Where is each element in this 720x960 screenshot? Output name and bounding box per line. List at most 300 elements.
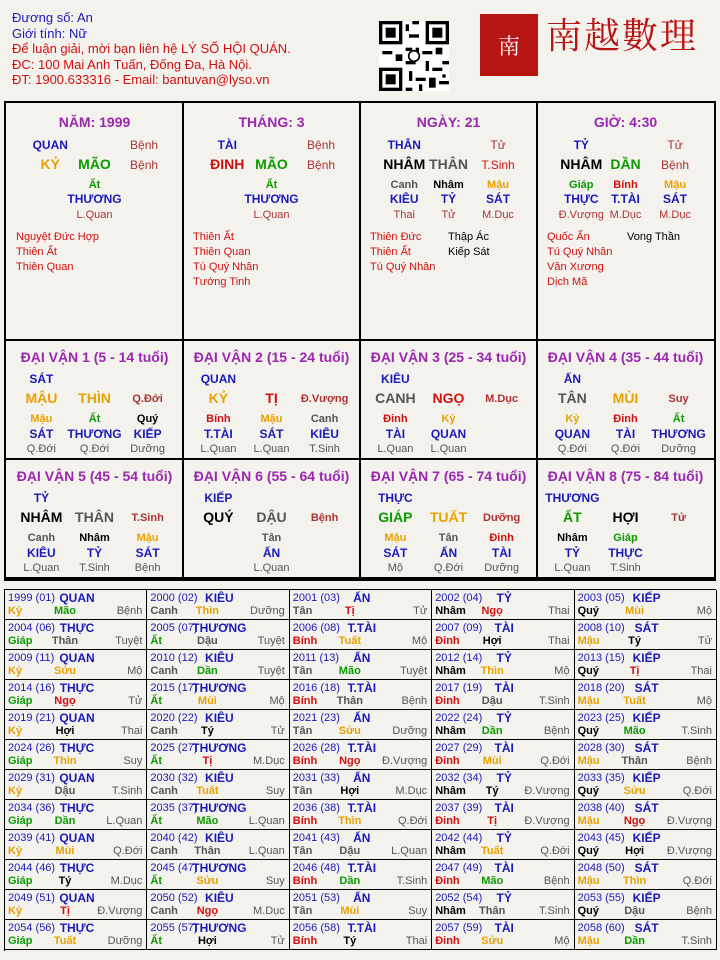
year-god: QUAN	[59, 831, 95, 845]
pillar-stem: NHÂM	[383, 156, 426, 172]
year-god: TỶ	[496, 711, 512, 725]
year-branch: Tuất	[53, 935, 77, 947]
seal-logo: 南	[480, 14, 538, 76]
year-stage: Thai	[120, 725, 143, 737]
year-stage: Tuyệt	[257, 665, 285, 677]
year-stem: Ất	[150, 755, 162, 767]
dai-van-stem: GIÁP	[378, 509, 413, 525]
year-stem: Canh	[150, 905, 178, 917]
year-god: KIÊU	[205, 711, 234, 725]
year-cell	[432, 860, 574, 890]
year-cell	[575, 770, 717, 800]
pillar-god-right: Bệnh	[130, 138, 159, 152]
year-cell	[147, 590, 289, 620]
dai-van-cell	[183, 460, 361, 579]
year-god: THỰC	[59, 861, 95, 875]
hidden-stem: Đinh	[383, 413, 408, 425]
year-branch: Mão	[338, 665, 361, 677]
hidden-stem: Quý	[136, 413, 159, 425]
year-stage: Bệnh	[686, 755, 712, 767]
hidden-stem: Bính	[613, 179, 638, 191]
year-cell	[5, 740, 147, 770]
year-cell	[147, 740, 289, 770]
star-item: Tú Quý Nhân	[547, 246, 613, 258]
year-cell	[575, 620, 717, 650]
year-label: 2053 (55)	[577, 892, 625, 904]
hidden-stem: Nhâm	[433, 179, 464, 191]
year-stage: Q.Đới	[540, 755, 570, 767]
pillar-god-left: THÂN	[387, 138, 421, 152]
hidden-stem: Canh	[390, 179, 418, 191]
year-god: QUAN	[59, 711, 95, 725]
year-branch: Tuất	[338, 635, 361, 647]
year-branch: Tuất	[623, 695, 646, 707]
year-cell	[147, 860, 289, 890]
pillar-title: NĂM: 1999	[58, 114, 131, 130]
pillar-branch: DẦN	[610, 156, 641, 172]
hidden-stage: Dưỡng	[661, 443, 696, 455]
dai-van-stage: Dưỡng	[483, 512, 521, 524]
year-label: 2026 (28)	[292, 742, 340, 754]
hidden-stem: Mậu	[487, 179, 510, 191]
year-branch: Hợi	[482, 635, 502, 647]
hidden-god: KIẾP	[133, 427, 162, 441]
year-stage: Bệnh	[401, 695, 428, 707]
year-label: 2011 (13)	[292, 652, 340, 664]
pillar-stage: Bệnh	[130, 158, 159, 172]
year-label: 2010 (12)	[150, 652, 198, 664]
year-branch: Mùi	[55, 845, 75, 857]
hidden-stem: Tân	[438, 532, 459, 544]
year-cell	[147, 710, 289, 740]
year-branch: Tuất	[480, 845, 504, 857]
year-stage: L.Quan	[248, 815, 285, 827]
year-branch: Tý	[200, 725, 214, 737]
year-god: TỶ	[496, 651, 512, 665]
header-info	[12, 10, 291, 88]
year-stem: Mậu	[577, 695, 600, 707]
year-branch: Thìn	[622, 875, 647, 887]
year-label: 2016 (18)	[292, 682, 340, 694]
year-cell	[5, 830, 147, 860]
dai-van-god: TỶ	[33, 491, 50, 505]
hidden-stem: Mậu	[664, 179, 687, 191]
hidden-stem: Giáp	[569, 179, 594, 191]
hidden-stem: Nhâm	[557, 532, 588, 544]
star-item: Thiên Quan	[193, 246, 251, 258]
year-branch: Hợi	[340, 785, 360, 797]
year-label: 2032 (34)	[435, 772, 483, 784]
year-god: SÁT	[634, 801, 659, 815]
year-branch: Tý	[343, 935, 357, 947]
year-god: QUAN	[59, 651, 95, 665]
hidden-stage: Thai	[393, 209, 415, 221]
hidden-stage: T.Sinh	[79, 562, 110, 574]
dai-van-stage: Suy	[668, 393, 689, 405]
dai-van-god: ẤN	[563, 372, 582, 386]
hidden-stem: Canh	[27, 532, 56, 544]
year-cell	[147, 680, 289, 710]
pillar-god-right: Bệnh	[307, 138, 336, 152]
pillar-cell	[6, 103, 184, 341]
dai-van-stem: MẬU	[25, 390, 58, 406]
year-label: 2033 (35)	[577, 772, 625, 784]
year-stage: Đ.Vượng	[382, 755, 428, 767]
dai-van-branch: HỢI	[612, 509, 639, 525]
year-cell	[147, 800, 289, 830]
year-label: 2037 (39)	[435, 802, 483, 814]
gender-value: Nữ	[68, 25, 88, 41]
year-label: 2038 (40)	[577, 802, 625, 814]
hidden-god: SÁT	[383, 546, 408, 560]
hidden-stem: Giáp	[613, 532, 638, 544]
year-stage: Thai	[405, 935, 428, 947]
year-god: SÁT	[634, 861, 659, 875]
year-label: 2015 (17)	[150, 682, 198, 694]
hidden-stage: L.Quan	[23, 562, 60, 574]
hidden-god: TÀI	[385, 427, 406, 441]
year-god: KIÊU	[205, 771, 234, 785]
year-stem: Canh	[150, 725, 178, 737]
year-cell	[432, 590, 574, 620]
year-cell	[147, 890, 289, 920]
hidden-god: THƯƠNG	[67, 192, 122, 206]
hidden-stage: Tử	[441, 209, 456, 221]
year-stage: Tử	[413, 605, 428, 617]
year-branch: Thân	[479, 905, 506, 917]
year-god: SÁT	[634, 681, 659, 695]
year-god: TỶ	[496, 591, 512, 605]
year-cell	[290, 740, 432, 770]
year-stage: Tuyệt	[257, 635, 285, 647]
year-branch: Dậu	[481, 695, 503, 707]
year-stage: Tử	[128, 695, 143, 707]
dai-van-branch: MÙI	[612, 390, 639, 406]
year-god: THƯƠNG	[192, 741, 247, 755]
year-stage: T.Sinh	[681, 935, 712, 947]
year-stem: Giáp	[8, 755, 33, 767]
year-stem: Ất	[150, 635, 162, 647]
year-cell	[432, 830, 574, 860]
hidden-stem: Ất	[88, 179, 101, 191]
year-cell	[147, 830, 289, 860]
year-label: 2052 (54)	[435, 892, 483, 904]
year-stem: Ất	[150, 875, 162, 887]
year-cell	[575, 650, 717, 680]
pillar-branch: MÃO	[255, 156, 288, 172]
dai-van-god: THỰC	[378, 491, 413, 505]
year-cell	[290, 890, 432, 920]
year-stage: L.Quan	[248, 845, 285, 857]
year-branch: Hợi	[55, 725, 75, 737]
year-cell	[432, 740, 574, 770]
dai-van-stage: Bệnh	[310, 512, 339, 524]
year-god: T.TÀI	[347, 681, 377, 695]
dai-van-god: KIẾP	[204, 491, 233, 505]
year-stem: Bính	[292, 935, 318, 947]
year-stage: Q.Đới	[682, 785, 712, 797]
hidden-stage: L.Quan	[253, 209, 290, 221]
year-stage: Dưỡng	[107, 935, 143, 947]
year-stem: Canh	[150, 665, 178, 677]
year-stage: Đ.Vượng	[97, 905, 143, 917]
dai-van-cell	[360, 341, 538, 460]
year-label: 2025 (27)	[150, 742, 198, 754]
year-god: KIẾP	[632, 891, 661, 905]
hidden-god: SÁT	[29, 427, 54, 441]
hidden-stage: L.Quan	[253, 443, 290, 455]
year-stem: Canh	[150, 845, 178, 857]
year-branch: Ngọ	[623, 815, 646, 827]
year-stem: Nhâm	[435, 845, 466, 857]
year-stage: T.Sinh	[111, 785, 143, 797]
year-stem: Quý	[577, 605, 599, 617]
year-god: ẤN	[353, 711, 371, 725]
hidden-stage: L.Quan	[430, 443, 467, 455]
dai-van-god: SÁT	[29, 372, 54, 386]
year-branch: Thìn	[480, 665, 504, 677]
hidden-stem: Ất	[265, 179, 278, 191]
year-label: 2004 (06)	[8, 622, 56, 634]
year-label: 2045 (47)	[150, 862, 198, 874]
year-branch: Dần	[624, 935, 645, 947]
year-label: 2006 (08)	[292, 622, 340, 634]
year-cell	[432, 890, 574, 920]
year-stem: Giáp	[8, 875, 33, 887]
year-branch: Dần	[54, 815, 76, 827]
year-stem: Bính	[292, 695, 318, 707]
year-stage: L.Quan	[391, 845, 428, 857]
year-god: THỰC	[59, 801, 95, 815]
hidden-stage: L.Quan	[377, 443, 414, 455]
year-branch: Thân	[336, 695, 363, 707]
year-label: 2056 (58)	[292, 922, 340, 934]
year-cell	[5, 620, 147, 650]
year-god: TÀI	[494, 621, 514, 635]
year-label: 2014 (16)	[8, 682, 56, 694]
pillar-stage: Bệnh	[661, 158, 690, 172]
pillar-branch: MÃO	[78, 156, 111, 172]
dai-van-stage: Q.Đới	[132, 393, 163, 405]
year-cell	[147, 920, 289, 950]
year-branch: Tị	[629, 665, 640, 677]
year-stem: Giáp	[8, 695, 33, 707]
year-stem: Ất	[150, 935, 162, 947]
dai-van-god: THƯƠNG	[545, 491, 600, 505]
hidden-god: T.TÀI	[204, 427, 233, 441]
year-stem: Tân	[292, 725, 313, 737]
year-branch: Tý	[58, 875, 72, 887]
year-god: SÁT	[634, 741, 659, 755]
hidden-stem: Đinh	[613, 413, 638, 425]
owner-value: An	[76, 10, 93, 25]
year-stage: Tử	[270, 935, 285, 947]
year-label: 2042 (44)	[435, 832, 483, 844]
hidden-stage: Q.Đới	[79, 443, 110, 455]
hidden-stem: Kỷ	[565, 413, 580, 425]
year-stage: Q.Đới	[397, 815, 428, 827]
dai-van-stage: Đ.Vượng	[300, 393, 349, 405]
year-stem: Giáp	[8, 815, 33, 827]
year-branch: Mão	[196, 815, 219, 827]
year-stage: Dưỡng	[250, 605, 285, 617]
year-branch: Mão	[54, 605, 76, 617]
year-branch: Ngọ	[196, 905, 219, 917]
year-stage: T.Sinh	[396, 875, 428, 887]
year-stem: Nhâm	[435, 665, 466, 677]
year-branch: Tị	[60, 905, 70, 917]
hidden-stage: M.Dục	[482, 209, 514, 221]
year-stem: Mậu	[577, 635, 600, 647]
year-god: THỰC	[59, 741, 95, 755]
year-god: KIẾP	[632, 591, 661, 605]
dai-van-branch: THÂN	[75, 509, 114, 525]
year-god: THƯƠNG	[192, 801, 247, 815]
star-item: Văn Xương	[547, 261, 604, 273]
year-stage: Tuyệt	[400, 665, 428, 677]
year-god: THỰC	[59, 621, 95, 635]
dai-van-stem: ẤT	[563, 509, 582, 525]
year-god: T.TÀI	[347, 921, 377, 935]
year-stem: Kỷ	[8, 605, 23, 617]
year-god: KIẾP	[632, 711, 661, 725]
hidden-stem: Kỷ	[441, 413, 456, 425]
dai-van-cell	[537, 460, 716, 579]
hidden-stage: T.Sinh	[610, 562, 641, 574]
star-item: Thiên Quan	[16, 261, 74, 273]
year-god: KIÊU	[205, 891, 234, 905]
year-cell	[5, 710, 147, 740]
year-label: 2008 (10)	[577, 622, 625, 634]
year-cell	[575, 740, 717, 770]
year-stem: Tân	[292, 665, 313, 677]
year-stem: Canh	[150, 605, 178, 617]
year-branch: Sửu	[196, 875, 219, 887]
year-stem: Kỷ	[8, 665, 23, 677]
hidden-stem: Mậu	[260, 413, 283, 425]
year-cell	[290, 830, 432, 860]
contact-note: Để luận giải, mời bạn liên hệ LÝ SỐ HỘI QUÁN.	[12, 41, 291, 56]
dai-van-stem: NHÂM	[20, 509, 63, 525]
year-label: 2040 (42)	[150, 832, 198, 844]
hidden-stem: Mậu	[136, 532, 159, 544]
star-item: Tướng Tinh	[193, 276, 251, 288]
pillar-stem: NHÂM	[560, 156, 603, 172]
gender-label: Giới tính:	[12, 25, 66, 41]
year-stage: Đ.Vượng	[524, 785, 570, 797]
year-cell	[575, 590, 717, 620]
dai-van-god: QUAN	[200, 372, 237, 386]
hidden-god: SÁT	[135, 546, 160, 560]
year-label: 2017 (19)	[435, 682, 483, 694]
year-god: QUAN	[59, 891, 95, 905]
hidden-god: THỰC	[608, 546, 643, 560]
year-label: 2021 (23)	[292, 712, 340, 724]
year-label: 2028 (30)	[577, 742, 625, 754]
star-item: Quốc Ấn	[547, 231, 590, 243]
year-cell	[575, 710, 717, 740]
year-stem: Quý	[577, 725, 599, 737]
hidden-god: TỶ	[564, 546, 581, 560]
year-cell	[290, 590, 432, 620]
year-cell	[5, 860, 147, 890]
year-label: 2054 (56)	[8, 922, 56, 934]
year-label: 2020 (22)	[150, 712, 198, 724]
pillar-god-right: Tử	[667, 138, 683, 152]
year-stem: Ất	[150, 815, 162, 827]
dai-van-stem: QUÝ	[203, 509, 234, 525]
year-stage: T.Sinh	[539, 695, 570, 707]
year-stage: Mộ	[411, 635, 428, 647]
year-branch: Tị	[487, 815, 498, 827]
year-cell	[147, 770, 289, 800]
year-god: KIÊU	[205, 651, 234, 665]
year-stage: Tuyệt	[115, 635, 143, 647]
hidden-god: KIÊU	[389, 192, 419, 206]
dai-van-title: ĐẠI VẬN 4 (35 - 44 tuổi)	[547, 349, 704, 365]
year-branch: Mùi	[625, 605, 645, 617]
year-stage: Mộ	[269, 695, 285, 707]
year-label: 2019 (21)	[8, 712, 56, 724]
year-cell	[432, 800, 574, 830]
year-label: 2043 (45)	[577, 832, 625, 844]
year-stage: T.Sinh	[681, 725, 712, 737]
year-stage: Tử	[270, 725, 285, 737]
dai-van-stage: M.Dục	[485, 393, 519, 405]
year-label: 2034 (36)	[8, 802, 56, 814]
year-stem: Đinh	[435, 815, 460, 827]
year-god: TÀI	[494, 741, 514, 755]
year-stem: Mậu	[577, 815, 600, 827]
year-cell	[290, 770, 432, 800]
hidden-stem: Canh	[310, 413, 339, 425]
year-cell	[575, 860, 717, 890]
pillar-god-left: TÀI	[217, 138, 237, 152]
address-line: ĐC: 100 Mai Anh Tuấn, Đống Đa, Hà Nội.	[12, 56, 252, 72]
pillar-branch: THÂN	[429, 156, 468, 172]
year-god: TÀI	[494, 801, 514, 815]
year-god: SÁT	[634, 621, 659, 635]
star-item: Thiên Ất	[370, 246, 411, 258]
dai-van-cell	[6, 341, 184, 460]
hidden-stem: Ất	[672, 413, 685, 425]
hidden-stage: T.Sinh	[309, 443, 340, 455]
year-stage: Q.Đới	[113, 845, 143, 857]
hidden-stage: L.Quan	[554, 562, 591, 574]
year-stage: Đ.Vượng	[666, 815, 712, 827]
star-item: Thiên Ất	[193, 231, 234, 243]
year-stage: Suy	[265, 785, 285, 797]
hidden-stage: L.Quan	[76, 209, 113, 221]
hidden-stage: Q.Đới	[26, 443, 56, 455]
year-stage: Đ.Vượng	[666, 845, 712, 857]
pillar-stage: T.Sinh	[481, 158, 515, 172]
hidden-stage: Dưỡng	[130, 443, 165, 455]
year-label: 2024 (26)	[8, 742, 56, 754]
year-god: KIẾP	[632, 831, 661, 845]
year-god: ẤN	[353, 771, 371, 785]
dai-van-stem: TÂN	[558, 390, 587, 406]
star-item: Thiên Đức	[370, 231, 422, 243]
hidden-stage: L.Quan	[200, 443, 237, 455]
year-god: TÀI	[494, 681, 514, 695]
pillar-god-left: TỶ	[573, 138, 589, 152]
year-branch: Dần	[339, 875, 361, 887]
star-item: Tú Quý Nhân	[370, 261, 436, 273]
year-stage: Tử	[697, 635, 712, 647]
year-god: T.TÀI	[347, 741, 377, 755]
dai-van-stage: Tử	[671, 512, 686, 524]
